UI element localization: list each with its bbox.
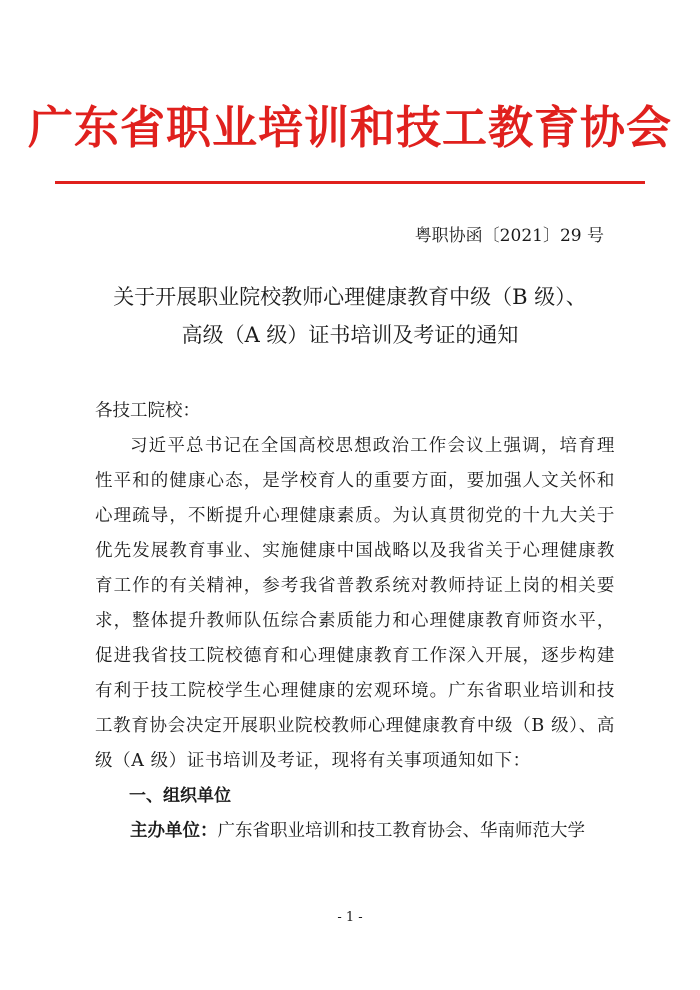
organizer-value: 广东省职业培训和技工教育协会、华南师范大学 — [217, 821, 585, 841]
organizer-label: 主办单位： — [130, 821, 218, 841]
letterhead-red-rule — [55, 181, 645, 184]
notice-body — [95, 394, 615, 849]
organizer-line — [130, 814, 615, 849]
intro-paragraph: 习近平总书记在全国高校思想政治工作会议上强调，培育理性平和的健康心态，是学校育人的重要方面，要加强人文关怀和心理疏导，不断提升心理健康素质。为认真贯彻党的十九大关于优先发展教育事业、实施健康中国战略以及我省关于心理健康教育工作的有关精神，参考我省普教系统对教师持证上岗的相关要求，整体提升教师队伍综合素质能力和心理健康教育师资水平，促进我省技工院校德育和心理健康教育工作深入开展，逐步构建有利于技工院校学生心理健康的宏观环境。广东省职业培训和技工教育协会决定开展职业院校教师心理健康教育中级（B 级）、高级（A 级）证书培训及考证，现将有关事项通知如下： — [95, 436, 615, 771]
notice-title-line-1: 关于开展职业院校教师心理健康教育中级（B 级）、 — [113, 285, 587, 309]
salutation: 各技工院校： — [95, 401, 200, 421]
notice-title — [70, 278, 630, 354]
notice-title-line-2: 高级（A 级）证书培训及考证的通知 — [181, 323, 519, 347]
section-heading-organization: 一、组织单位 — [129, 786, 231, 806]
page-number: - 1 - — [337, 910, 363, 925]
document-number: 粤职协函〔2021〕29 号 — [414, 226, 604, 246]
letterhead-org-name: 广东省职业培训和技工教育协会 — [27, 101, 672, 154]
